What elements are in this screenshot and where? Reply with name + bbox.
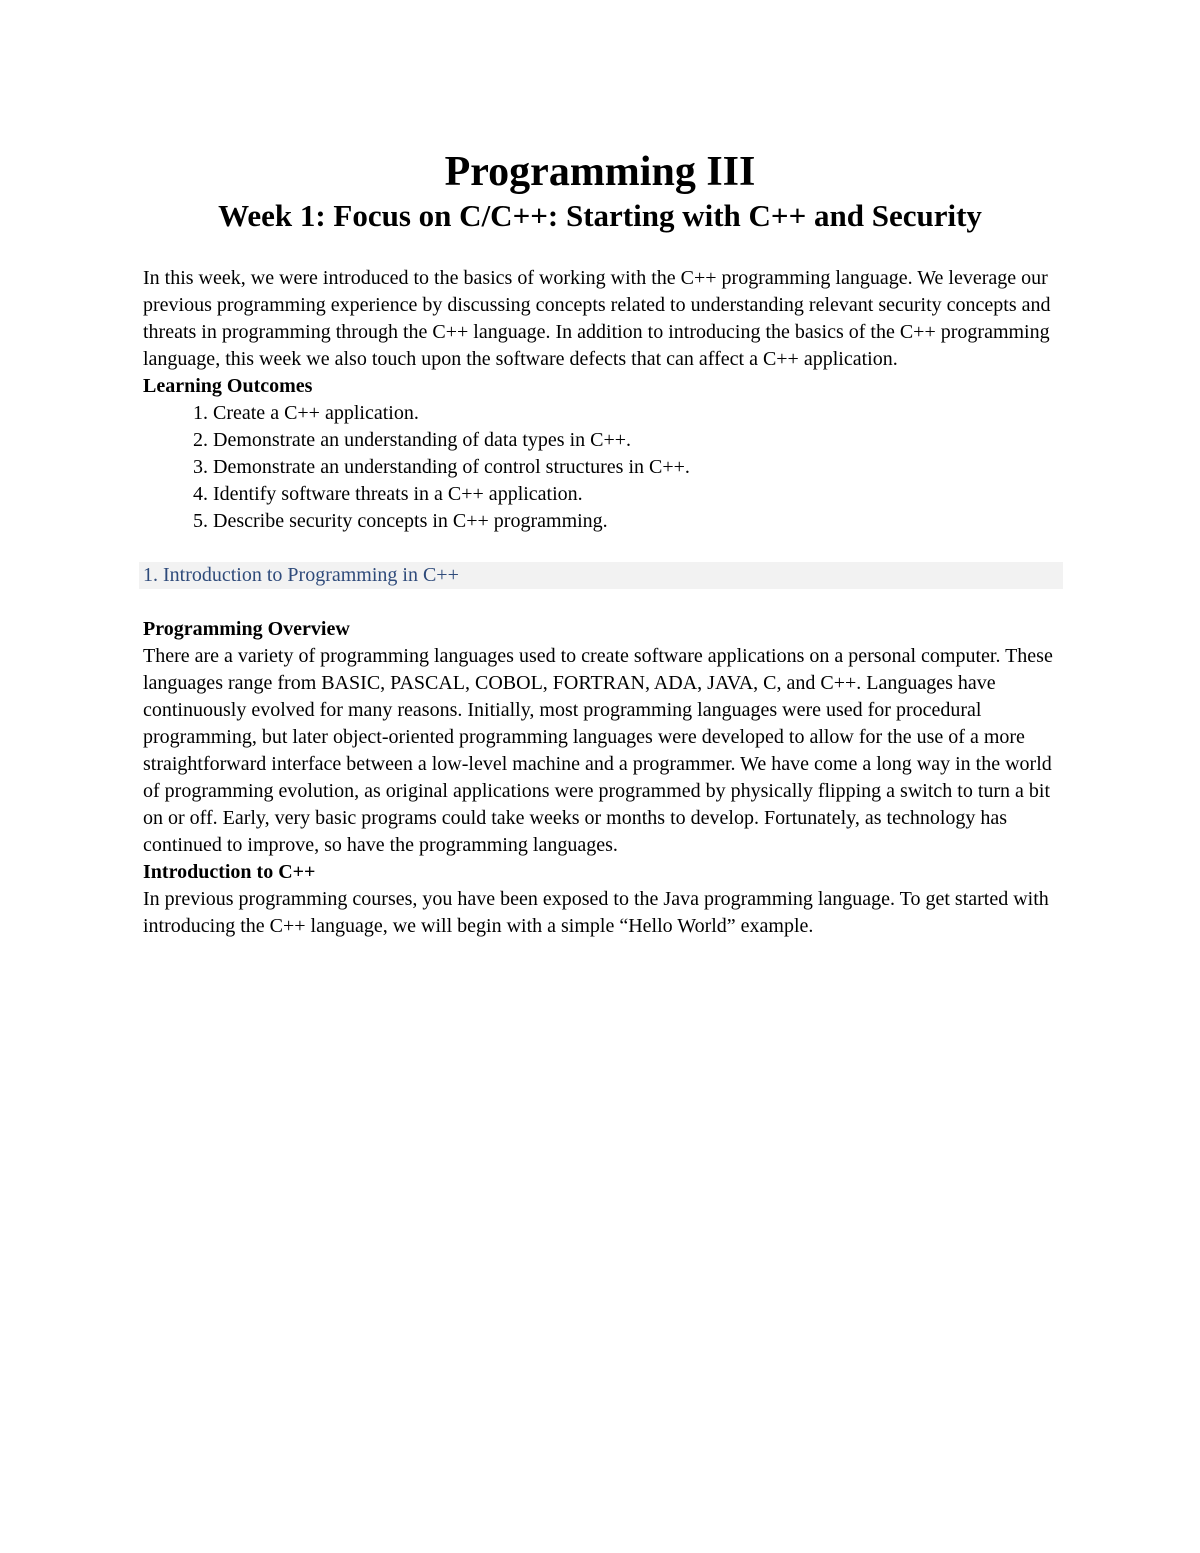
- list-item: 1. Create a C++ application.: [213, 400, 1063, 427]
- document-title: Programming III: [444, 149, 756, 195]
- section-heading-label: 1. Introduction to Programming in C++: [143, 564, 459, 586]
- learning-outcomes-heading: Learning Outcomes: [143, 375, 313, 397]
- programming-overview-paragraph: There are a variety of programming languages used to create software applications on a personal computer. These languages range from BASIC, PASCAL, COBOL, FORTRAN, ADA, JAVA, C, and C++. Languages have continuously evolved for many reasons. Initially, most programming languages were used for procedural programming, but later object-oriented programming languages were developed to allow for the use of a more straightforward interface between a low-level machine and a programmer. We have come a long way in the world of programming evolution, as original applications were programmed by physically flipping a switch to turn a bit on or off. Early, very basic programs could take weeks or months to develop. Fortunately, as technology has continued to improve, so have the programming languages.: [143, 645, 1053, 856]
- section-heading-bar[interactable]: [139, 562, 1063, 589]
- learning-outcomes-list: [143, 400, 1063, 535]
- list-item: 5. Describe security concepts in C++ programming.: [213, 508, 1063, 535]
- intro-paragraph: In this week, we were introduced to the basics of working with the C++ programming language. We leverage our previous programming experience by discussing concepts related to understanding relevant security concepts and threats in programming through the C++ language. In addition to introducing the basics of the C++ programming language, this week we also touch upon the software defects that can affect a C++ application.: [143, 267, 1051, 370]
- list-item: 2. Demonstrate an understanding of data types in C++.: [213, 427, 1063, 454]
- intro-cpp-heading: Introduction to C++: [143, 861, 316, 883]
- list-item: 3. Demonstrate an understanding of control structures in C++.: [213, 454, 1063, 481]
- document-content: [143, 265, 1063, 940]
- document-subtitle: Week 1: Focus on C/C++: Starting with C++ and Security: [218, 198, 982, 233]
- list-item: 4. Identify software threats in a C++ application.: [213, 481, 1063, 508]
- programming-overview-heading: Programming Overview: [143, 618, 350, 640]
- intro-cpp-paragraph: In previous programming courses, you have been exposed to the Java programming language. To get started with introducing the C++ language, we will begin with a simple “Hello World” example.: [143, 888, 1049, 937]
